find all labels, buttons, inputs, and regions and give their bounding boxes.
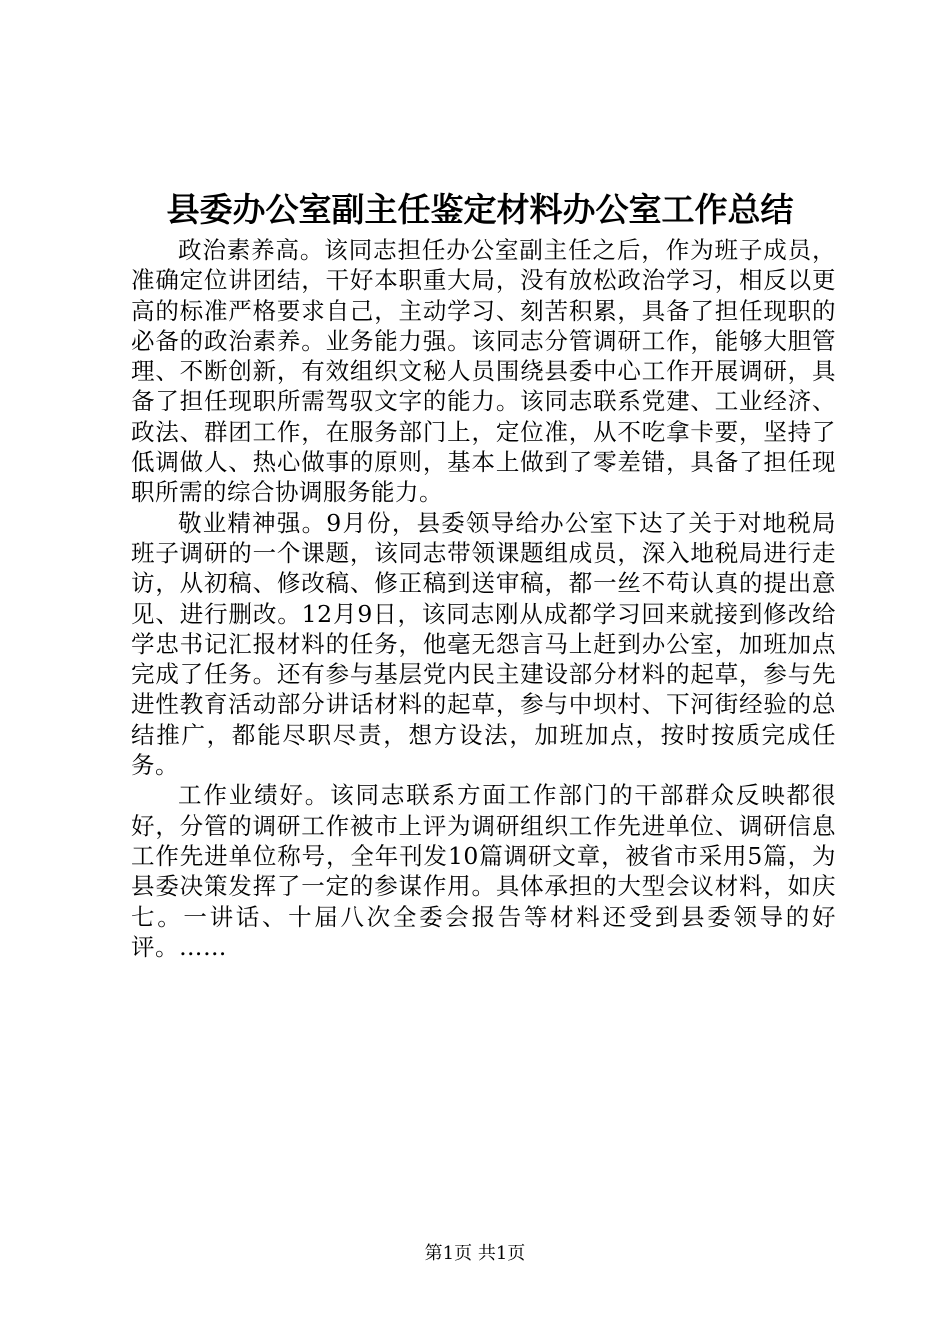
paragraph-dedication: 敬业精神强。9月份，县委领导给办公室下达了关于对地税局班子调研的一个课题，该同志带领课题组成员，深入地税局进行走访，从初稿、修改稿、修正稿到送审稿，都一丝不苟认真的提出意见、进行删改。12月9日，该同志刚从成都学习回来就接到修改给学忠书记汇报材料的任务，他毫无怨言马上赶到办公室，加班加点完成了任务。还有参与基层党内民主建设部分材料的起草，参与先进性教育活动部分讲话材料的起草，参与中坝村、下河街经验的总结推广，都能尽职尽责，想方设法，加班加点，按时按质完成任务。 <box>131 508 836 780</box>
paragraph-achievements: 工作业绩好。该同志联系方面工作部门的干部群众反映都很好，分管的调研工作被市上评为调研组织工作先进单位、调研信息工作先进单位称号，全年刊发10篇调研文章，被省市采用5篇，为县委决策发挥了一定的参谋作用。具体承担的大型会议材料，如庆七。一讲话、十届八次全委会报告等材料还受到县委领导的好评。…… <box>131 781 836 961</box>
document-title: 县委办公室副主任鉴定材料办公室工作总结 <box>166 190 794 229</box>
document-body <box>131 235 836 962</box>
paragraph-political-quality: 政治素养高。该同志担任办公室副主任之后，作为班子成员，准确定位讲团结，干好本职重大局，没有放松政治学习，相反以更高的标准严格要求自己，主动学习、刻苦积累，具备了担任现职的必备的政治素养。业务能力强。该同志分管调研工作，能够大胆管理、不断创新，有效组织文秘人员围绕县委中心工作开展调研，具备了担任现职所需驾驭文字的能力。该同志联系党建、工业经济、政法、群团工作，在服务部门上，定位准，从不吃拿卡要，坚持了低调做人、热心做事的原则，基本上做到了零差错，具备了担任现职所需的综合协调服务能力。 <box>131 236 836 507</box>
page-number-footer: 第1页 共1页 <box>424 1243 526 1264</box>
